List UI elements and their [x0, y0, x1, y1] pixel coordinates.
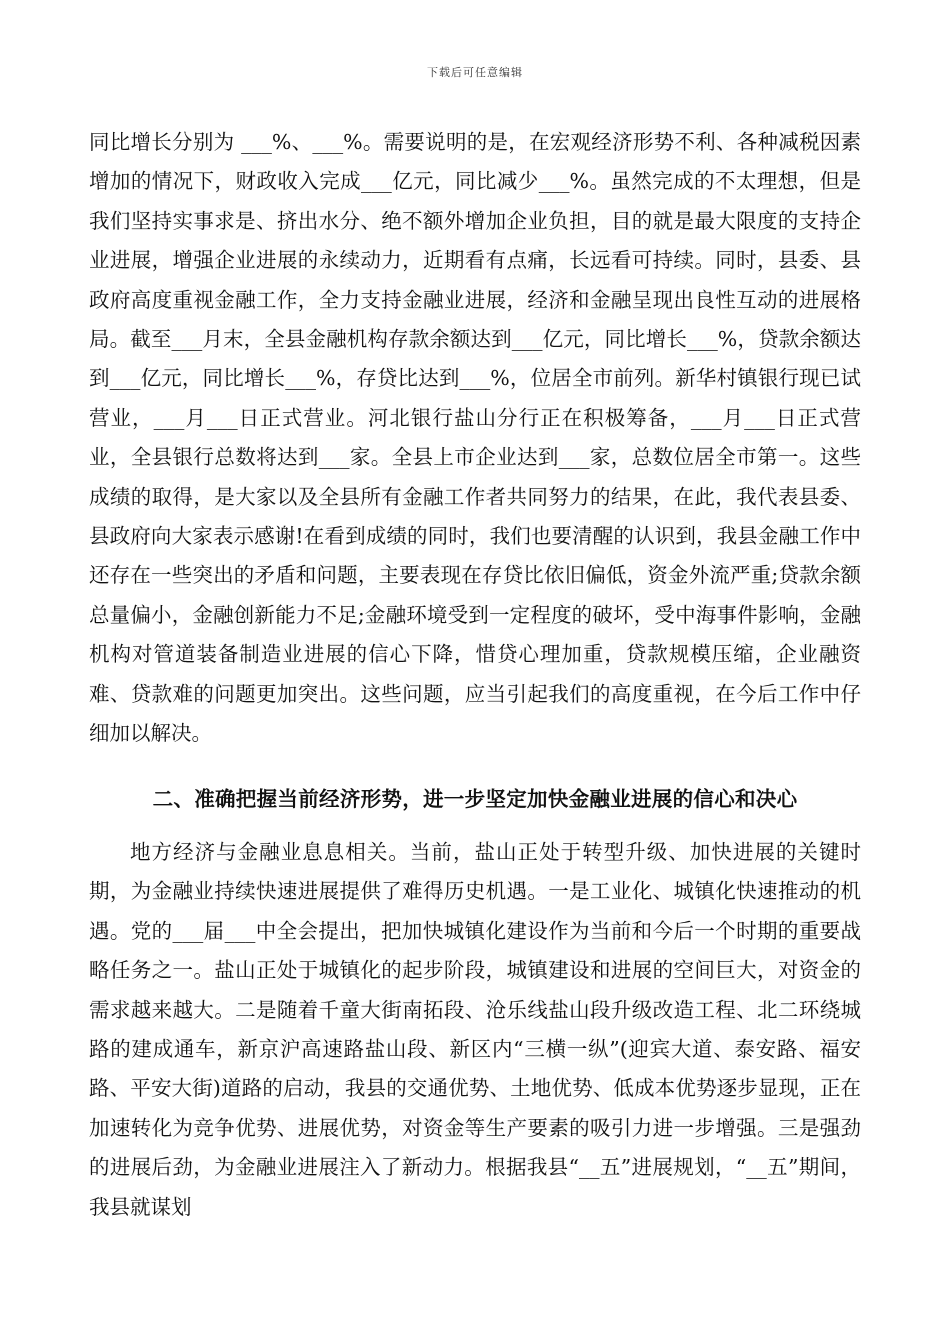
body-paragraph: 同比增长分别为 ___%、___%。需要说明的是，在宏观经济形势不利、各种减税因素增加的情况下，财政收入完成___亿元，同比减少___%。虽然完成的不太理想，但是我们坚持实事求是、挤出水分、绝不额外增加企业负担，目的就是最大限度的支持企业进展，增强企业进展的永续动力，近期看有点痛，长远看可持续。同时，县委、县政府高度重视金融工作，全力支持金融业进展，经济和金融呈现出良性互动的进展格局。截至___月末，全县金融机构存款余额达到___亿元，同比增长___%，贷款余额达到___亿元，同比增长___%，存贷比达到___%，位居全市前列。新华村镇银行现已试营业，___月___日正式营业。河北银行盐山分行正在积极筹备，___月___日正式营业，全县银行总数将达到___家。全县上市企业达到___家，总数位居全市第一。这些成绩的取得，是大家以及全县所有金融工作者共同努力的结果，在此，我代表县委、县政府向大家表示感谢!在看到成绩的同时，我们也要清醒的认识到，我县金融工作中还存在一些突出的矛盾和问题，主要表现在存贷比依旧偏低，资金外流严重;贷款余额总量偏小，金融创新能力不足;金融环境受到一定程度的破坏，受中海事件影响，金融机构对管道装备制造业进展的信心下降，惜贷心理加重，贷款规模压缩，企业融资难、贷款难的问题更加突出。这些问题，应当引起我们的高度重视，在今后工作中仔细加以解决。 — [89, 130, 861, 746]
page-header: 下载后可任意编辑 — [427, 66, 523, 79]
body-paragraph: 地方经济与金融业息息相关。当前，盐山正处于转型升级、加快进展的关键时期，为金融业持续快速进展提供了难得历史机遇。一是工业化、城镇化快速推动的机遇。党的___届___中全会提出，把加快城镇化建设作为当前和今后一个时期的重要战略任务之一。盐山正处于城镇化的起步阶段，城镇建设和进展的空间巨大，对资金的需求越来越大。二是随着千童大街南拓段、沧乐线盐山段升级改造工程、北二环绕城路的建成通车，新京沪高速路盐山段、新区内“三横一纵”(迎宾大道、泰安路、福安路、平安大街)道路的启动，我县的交通优势、土地优势、低成本优势逐步显现，正在加速转化为竞争优势、进展优势，对资金等生产要素的吸引力进一步增强。三是强劲的进展后劲，为金融业进展注入了新动力。根据我县“__五”进展规划，“__五”期间，我县就谋划 — [89, 839, 861, 1219]
section-heading: 二、准确把握当前经济形势，进一步坚定加快金融业进展的信心和决心 — [152, 786, 798, 811]
document-body — [89, 123, 861, 1227]
